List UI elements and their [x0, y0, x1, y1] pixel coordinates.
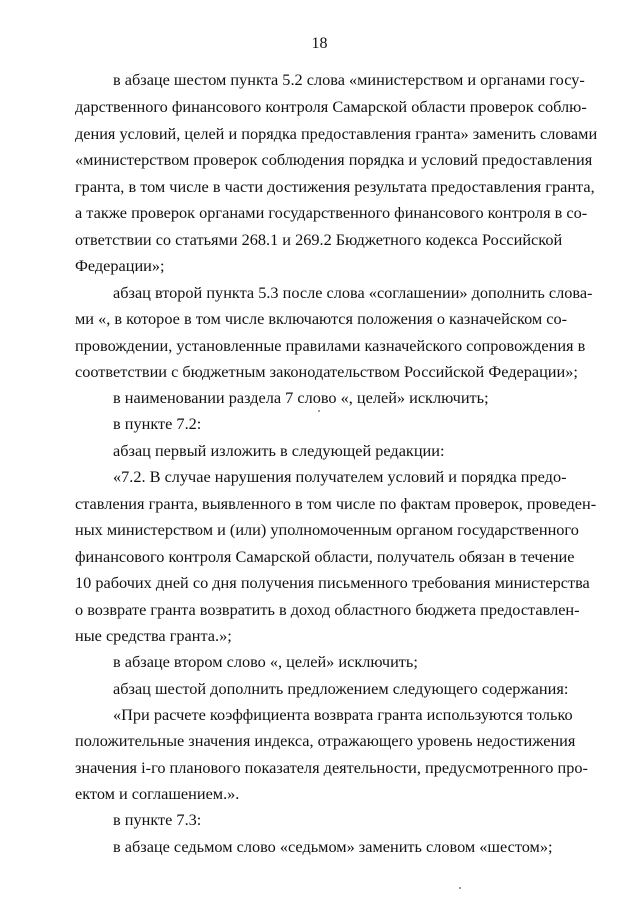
text-line: абзац шестой дополнить предложением следующего содержания: — [113, 679, 569, 698]
page-number: 18 — [311, 35, 328, 52]
text-line: в пункте 7.3: — [113, 810, 202, 829]
text-line: о возврате гранта возвратить в доход областного бюджета предоставлен- — [75, 600, 580, 619]
text-line: в наименовании раздела 7 слово «, целей» исключить; — [113, 388, 489, 407]
text-line: «При расчете коэффициента возврата гранта используются только — [113, 705, 573, 724]
scan-speck — [459, 887, 461, 889]
text-line: в абзаце седьмом слово «седьмом» заменить словом «шестом»; — [113, 837, 553, 856]
text-line: ми «, в которое в том числе включаются положения о казначейском со- — [75, 309, 568, 328]
text-line: финансового контроля Самарской области, получатель обязан в течение — [75, 547, 575, 566]
text-line: провождении, установленные правилами казначейского сопровождения в — [75, 336, 586, 355]
text-line: положительные значения индекса, отражающего уровень недостижения — [75, 731, 576, 750]
scan-speck — [318, 410, 320, 412]
text-line: дарственного финансового контроля Самарской области проверок соблю- — [75, 97, 587, 116]
text-line: соответствии с бюджетным законодательством Российской Федерации»; — [75, 362, 578, 381]
text-line: в пункте 7.2: — [113, 414, 202, 433]
text-line: абзац второй пункта 5.3 после слова «соглашении» дополнить слова- — [113, 283, 593, 302]
text-line: ных министерством и (или) уполномоченным органом государственного — [75, 520, 579, 539]
text-line: «министерством проверок соблюдения порядка и условий предоставления — [75, 150, 593, 169]
text-line: в абзаце шестом пункта 5.2 слова «министерством и органами госу- — [113, 70, 585, 89]
text-line: абзац первый изложить в следующей редакции: — [113, 441, 445, 460]
text-line: 10 рабочих дней со дня получения письменного требования министерства — [75, 573, 590, 592]
text-line: ные средства гранта.»; — [75, 626, 232, 645]
text-line: в абзаце втором слово «, целей» исключить; — [113, 652, 418, 671]
text-line: а также проверок органами государственного финансового контроля в со- — [75, 203, 588, 222]
text-line: ставления гранта, выявленного в том числе по фактам проверок, проведен- — [75, 494, 597, 513]
text-line: ответствии со статьями 268.1 и 269.2 Бюджетного кодекса Российской — [75, 230, 563, 249]
text-line: значения i-го планового показателя деятельности, предусмотренного про- — [75, 758, 588, 777]
text-line: дения условий, целей и порядка предоставления гранта» заменить словами — [75, 124, 598, 143]
text-line: «7.2. В случае нарушения получателем условий и порядка предо- — [113, 467, 567, 486]
text-line: гранта, в том числе в части достижения результата предоставления гранта, — [75, 177, 595, 196]
text-line: ектом и соглашением.». — [75, 784, 240, 803]
text-line: Федерации»; — [75, 256, 165, 275]
